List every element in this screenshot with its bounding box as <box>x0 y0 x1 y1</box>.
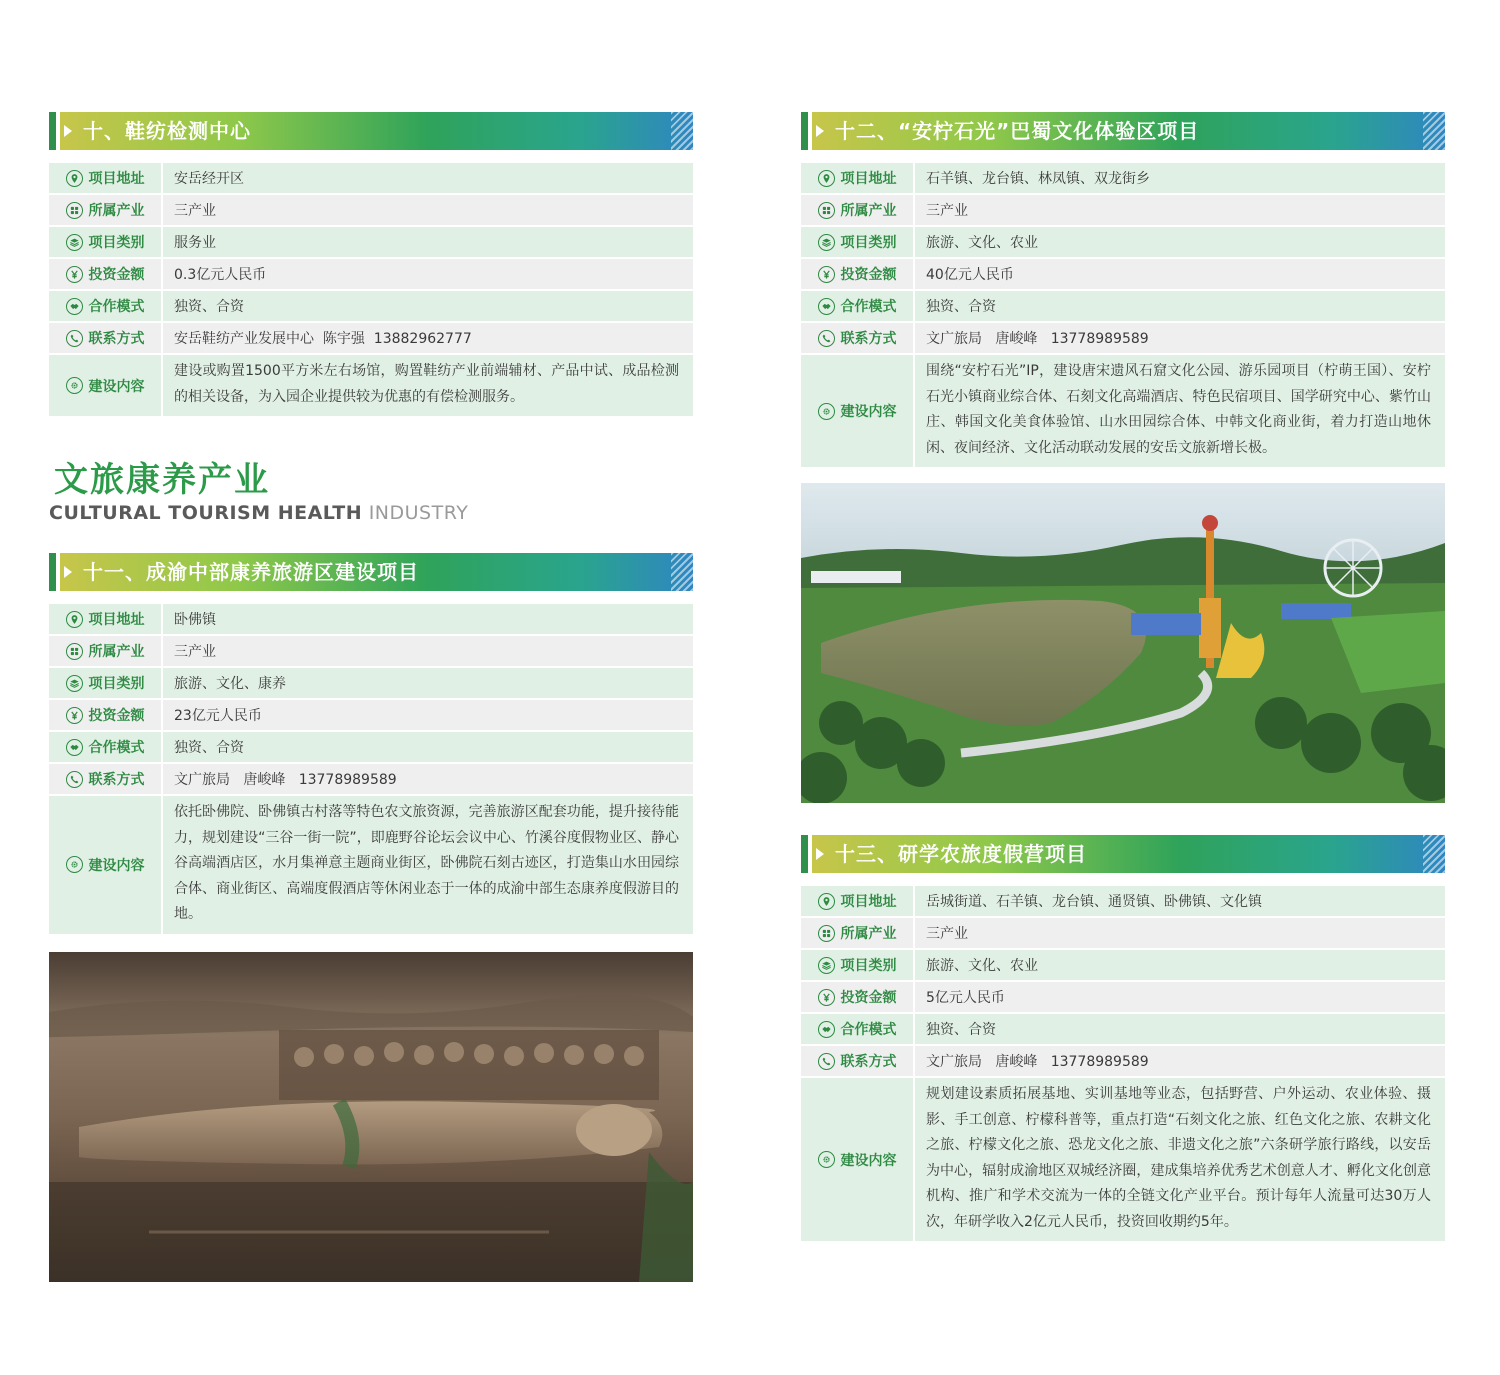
value-industry: 三产业 <box>163 636 693 666</box>
table-row <box>49 355 693 416</box>
project-11-banner <box>49 553 693 591</box>
table-row <box>801 950 1445 980</box>
section-title-cn: 文旅康养产业 <box>54 460 270 500</box>
label-mode: 合作模式 <box>88 740 145 756</box>
label-address: 项目地址 <box>88 612 145 628</box>
value-address: 岳城街道、石羊镇、龙台镇、通贤镇、卧佛镇、文化镇 <box>915 886 1445 916</box>
handshake-icon <box>66 739 83 756</box>
table-row <box>801 886 1445 916</box>
right-column <box>801 112 1445 1243</box>
label-mode: 合作模式 <box>840 1022 897 1038</box>
label-investment: 投资金额 <box>88 708 145 724</box>
label-category: 项目类别 <box>840 235 897 251</box>
triangle-arrow-icon <box>816 125 824 137</box>
value-content: 围绕“安柠石光”IP，建设唐宋遗风石窟文化公园、游乐园项目（柠萌王国）、安柠石光小镇商业综合体、石刻文化高端酒店、特色民宿项目、国学研究中心、紫竹山庄、韩国文化美食体验馆、山水田园综合体、中韩文化商业街，着力打造山地休闲、夜间经济、文化活动联动发展的安岳文旅新增长极。 <box>915 355 1445 467</box>
banner-stripes <box>671 112 693 150</box>
table-row <box>801 1078 1445 1241</box>
grid-icon <box>66 643 83 660</box>
label-industry: 所属产业 <box>88 203 145 219</box>
label-contact: 联系方式 <box>840 331 897 347</box>
value-category: 旅游、文化、康养 <box>163 668 693 698</box>
section-title-en <box>49 502 693 524</box>
location-pin-icon <box>66 611 83 628</box>
layers-icon <box>818 234 835 251</box>
label-category: 项目类别 <box>88 676 145 692</box>
label-address: 项目地址 <box>840 171 897 187</box>
label-investment: 投资金额 <box>840 267 897 283</box>
table-row <box>49 636 693 666</box>
project-10-table <box>49 161 693 418</box>
yuan-icon <box>66 707 83 724</box>
yuan-icon <box>818 989 835 1006</box>
value-address: 卧佛镇 <box>163 604 693 634</box>
gear-icon <box>66 377 83 394</box>
reclining-buddha-photo <box>49 952 693 1282</box>
project-11-title: 十一、成渝中部康养旅游区建设项目 <box>83 560 419 584</box>
table-row <box>49 323 693 353</box>
gear-icon <box>66 856 83 873</box>
banner-bar <box>801 835 808 873</box>
table-row <box>801 291 1445 321</box>
label-address: 项目地址 <box>88 171 145 187</box>
triangle-arrow-icon <box>816 848 824 860</box>
value-contact: 文广旅局 唐峻峰 13778989589 <box>915 323 1445 353</box>
value-mode: 独资、合资 <box>163 732 693 762</box>
value-investment: 40亿元人民币 <box>915 259 1445 289</box>
label-investment: 投资金额 <box>840 990 897 1006</box>
table-row <box>801 323 1445 353</box>
left-column <box>49 112 693 1282</box>
label-content: 建设内容 <box>88 378 145 395</box>
table-row <box>801 1046 1445 1076</box>
grid-icon <box>66 202 83 219</box>
label-investment: 投资金额 <box>88 267 145 283</box>
gear-icon <box>818 403 835 420</box>
handshake-icon <box>66 298 83 315</box>
value-industry: 三产业 <box>915 195 1445 225</box>
value-investment: 23亿元人民币 <box>163 700 693 730</box>
phone-icon <box>818 330 835 347</box>
value-contact: 文广旅局 唐峻峰 13778989589 <box>915 1046 1445 1076</box>
label-contact: 联系方式 <box>840 1054 897 1070</box>
section-heading <box>49 458 693 553</box>
grid-icon <box>818 925 835 942</box>
banner-bar <box>49 112 56 150</box>
yuan-icon <box>818 266 835 283</box>
layers-icon <box>818 957 835 974</box>
value-mode: 独资、合资 <box>163 291 693 321</box>
table-row <box>49 163 693 193</box>
phone-icon <box>818 1053 835 1070</box>
banner-stripes <box>1423 835 1445 873</box>
layers-icon <box>66 234 83 251</box>
grid-icon <box>818 202 835 219</box>
project-13-table <box>801 884 1445 1243</box>
layers-icon <box>66 675 83 692</box>
project-12-title: 十二、“安柠石光”巴蜀文化体验区项目 <box>835 119 1200 143</box>
location-pin-icon <box>818 893 835 910</box>
section-title-en-bold: CULTURAL TOURISM HEALTH <box>49 502 363 524</box>
table-row <box>49 732 693 762</box>
value-category: 旅游、文化、农业 <box>915 950 1445 980</box>
value-address: 石羊镇、龙台镇、林凤镇、双龙街乡 <box>915 163 1445 193</box>
value-contact: 安岳鞋纺产业发展中心 陈宇强 13882962777 <box>163 323 693 353</box>
table-row <box>49 700 693 730</box>
project-12-banner <box>801 112 1445 150</box>
value-content: 依托卧佛院、卧佛镇古村落等特色农文旅资源，完善旅游区配套功能，提升接待能力，规划建设“三谷一街一院”，即鹿野谷论坛会议中心、竹溪谷度假物业区、静心谷高端酒店区，水月集禅意主题商业街区，卧佛院石刻古迹区，打造集山水田园综合体、商业街区、高端度假酒店等休闲业态于一体的成渝中部生态康养度假游目的地。 <box>163 796 693 934</box>
value-category: 服务业 <box>163 227 693 257</box>
phone-icon <box>66 330 83 347</box>
table-row <box>801 259 1445 289</box>
project-10-title: 十、鞋纺检测中心 <box>83 119 251 143</box>
table-row <box>49 604 693 634</box>
label-content: 建设内容 <box>88 857 145 874</box>
triangle-arrow-icon <box>64 125 72 137</box>
value-address: 安岳经开区 <box>163 163 693 193</box>
banner-stripes <box>1423 112 1445 150</box>
value-contact: 文广旅局 唐峻峰 13778989589 <box>163 764 693 794</box>
value-category: 旅游、文化、农业 <box>915 227 1445 257</box>
table-row <box>801 1014 1445 1044</box>
label-content: 建设内容 <box>840 1152 897 1169</box>
project-11-table <box>49 602 693 936</box>
banner-bar <box>801 112 808 150</box>
label-industry: 所属产业 <box>88 644 145 660</box>
label-address: 项目地址 <box>840 894 897 910</box>
label-mode: 合作模式 <box>88 299 145 315</box>
table-row <box>49 227 693 257</box>
value-investment: 0.3亿元人民币 <box>163 259 693 289</box>
location-pin-icon <box>818 170 835 187</box>
table-row <box>801 918 1445 948</box>
section-title-en-light: INDUSTRY <box>368 502 469 524</box>
table-row <box>49 259 693 289</box>
table-row <box>49 796 693 934</box>
project-12-table <box>801 161 1445 469</box>
project-13-banner <box>801 835 1445 873</box>
table-row <box>801 163 1445 193</box>
banner-bar <box>49 553 56 591</box>
table-row <box>801 355 1445 467</box>
project-10-banner <box>49 112 693 150</box>
yuan-icon <box>66 266 83 283</box>
label-category: 项目类别 <box>88 235 145 251</box>
table-row <box>801 227 1445 257</box>
table-row <box>801 982 1445 1012</box>
table-row <box>49 195 693 225</box>
label-mode: 合作模式 <box>840 299 897 315</box>
value-industry: 三产业 <box>163 195 693 225</box>
value-content: 规划建设素质拓展基地、实训基地等业态，包括野营、户外运动、农业体验、摄影、手工创意、柠檬科普等，重点打造“石刻文化之旅、红色文化之旅、农耕文化之旅、柠檬文化之旅、恐龙文化之旅、非遗文化之旅”六条研学旅行路线，以安岳为中心，辐射成渝地区双城经济圈，建成集培养优秀艺术创意人才、孵化文化创意机构、推广和学术交流为一体的全链文化产业平台。预计每年人流量可达30万人次，年研学收入2亿元人民币，投资回收期约5年。 <box>915 1078 1445 1241</box>
value-mode: 独资、合资 <box>915 291 1445 321</box>
project-13-title: 十三、研学农旅度假营项目 <box>835 842 1087 866</box>
banner-stripes <box>671 553 693 591</box>
label-industry: 所属产业 <box>840 203 897 219</box>
label-content: 建设内容 <box>840 404 897 420</box>
label-contact: 联系方式 <box>88 772 145 788</box>
value-content: 建设或购置1500平方米左右场馆，购置鞋纺产业前端辅材、产品中试、成品检测的相关设备，为入园企业提供较为优惠的有偿检测服务。 <box>163 355 693 416</box>
gear-icon <box>818 1151 835 1168</box>
amusement-park-photo <box>801 483 1445 803</box>
label-contact: 联系方式 <box>88 331 145 347</box>
location-pin-icon <box>66 170 83 187</box>
value-investment: 5亿元人民币 <box>915 982 1445 1012</box>
table-row <box>49 764 693 794</box>
value-industry: 三产业 <box>915 918 1445 948</box>
phone-icon <box>66 771 83 788</box>
table-row <box>49 291 693 321</box>
handshake-icon <box>818 298 835 315</box>
triangle-arrow-icon <box>64 566 72 578</box>
label-category: 项目类别 <box>840 958 897 974</box>
value-mode: 独资、合资 <box>915 1014 1445 1044</box>
handshake-icon <box>818 1021 835 1038</box>
table-row <box>801 195 1445 225</box>
label-industry: 所属产业 <box>840 926 897 942</box>
table-row <box>49 668 693 698</box>
